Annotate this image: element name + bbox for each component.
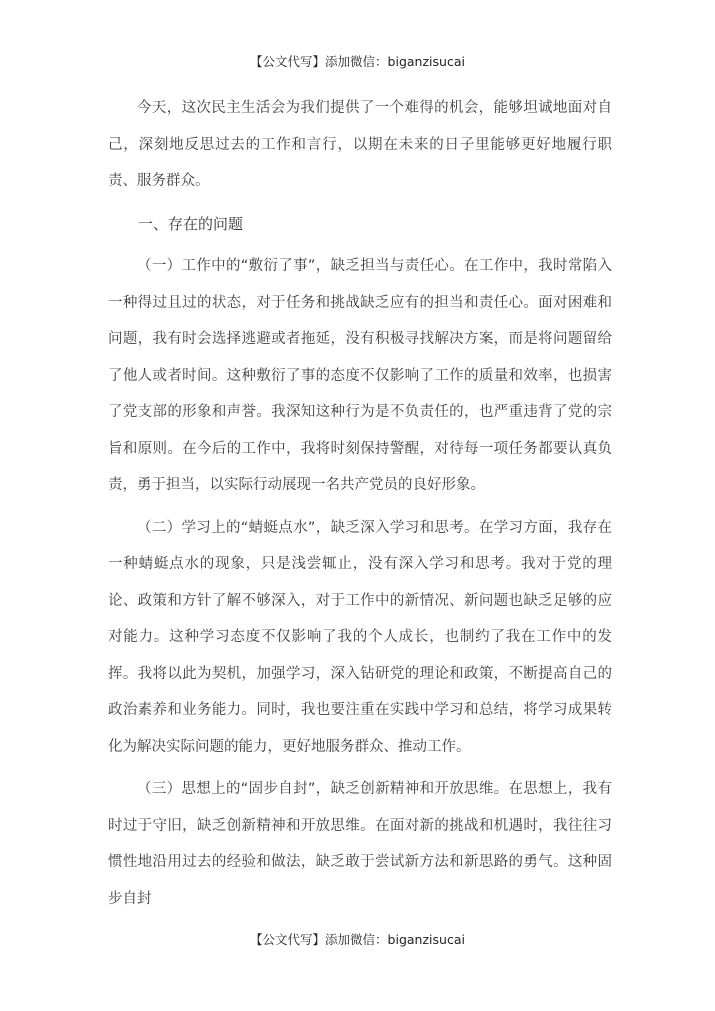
issue-paragraph-1: （一）工作中的“敷衍了事”，缺乏担当与责任心。在工作中，我时常陷入一种得过且过的状态，对于任务和挑战缺乏应有的担当和责任心。面对困难和问题，我有时会选择逃避或者拖延，没有积极寻找解决方案，而是将问题留给了他人或者时间。这种敷衍了事的态度不仅影响了工作的质量和效率，也损害了党支部的形象和声誉。我深知这种行为是不负责任的，也严重违背了党的宗旨和原则。在今后的工作中，我将时刻保持警醒，对待每一项任务都要认真负责，勇于担当，以实际行动展现一名共产党员的良好形象。 — [108, 258, 612, 493]
document-body — [108, 90, 612, 917]
issue-paragraph-3: （三）思想上的“固步自封”，缺乏创新精神和开放思维。在思想上，我有时过于守旧，缺乏创新精神和开放思维。在面对新的挑战和机遇时，我往往习惯性地沿用过去的经验和做法，缺乏敢于尝试新方法和新思路的勇气。这种固步自封 — [108, 781, 612, 907]
intro-paragraph: 今天，这次民主生活会为我们提供了一个难得的机会，能够坦诚地面对自己，深刻地反思过去的工作和言行，以期在未来的日子里能够更好地履行职责、服务群众。 — [108, 100, 612, 189]
page-footer-contact: 【公文代写】添加微信：biganzisucai — [250, 932, 465, 947]
issue-paragraph-2: （二）学习上的“蜻蜓点水”，缺乏深入学习和思考。在学习方面，我存在一种蜻蜓点水的现象，只是浅尝辄止，没有深入学习和思考。我对于党的理论、政策和方针了解不够深入，对于工作中的新情况、新问题也缺乏足够的应对能力。这种学习态度不仅影响了我的个人成长，也制约了我在工作中的发挥。我将以此为契机，加强学习，深入钻研党的理论和政策，不断提高自己的政治素养和业务能力。同时，我也要注重在实践中学习和总结，将学习成果转化为解决实际问题的能力，更好地服务群众、推动工作。 — [108, 519, 612, 755]
page-header-contact: 【公文代写】添加微信：biganzisucai — [250, 54, 465, 69]
section-heading: 一、存在的问题 — [138, 214, 244, 233]
